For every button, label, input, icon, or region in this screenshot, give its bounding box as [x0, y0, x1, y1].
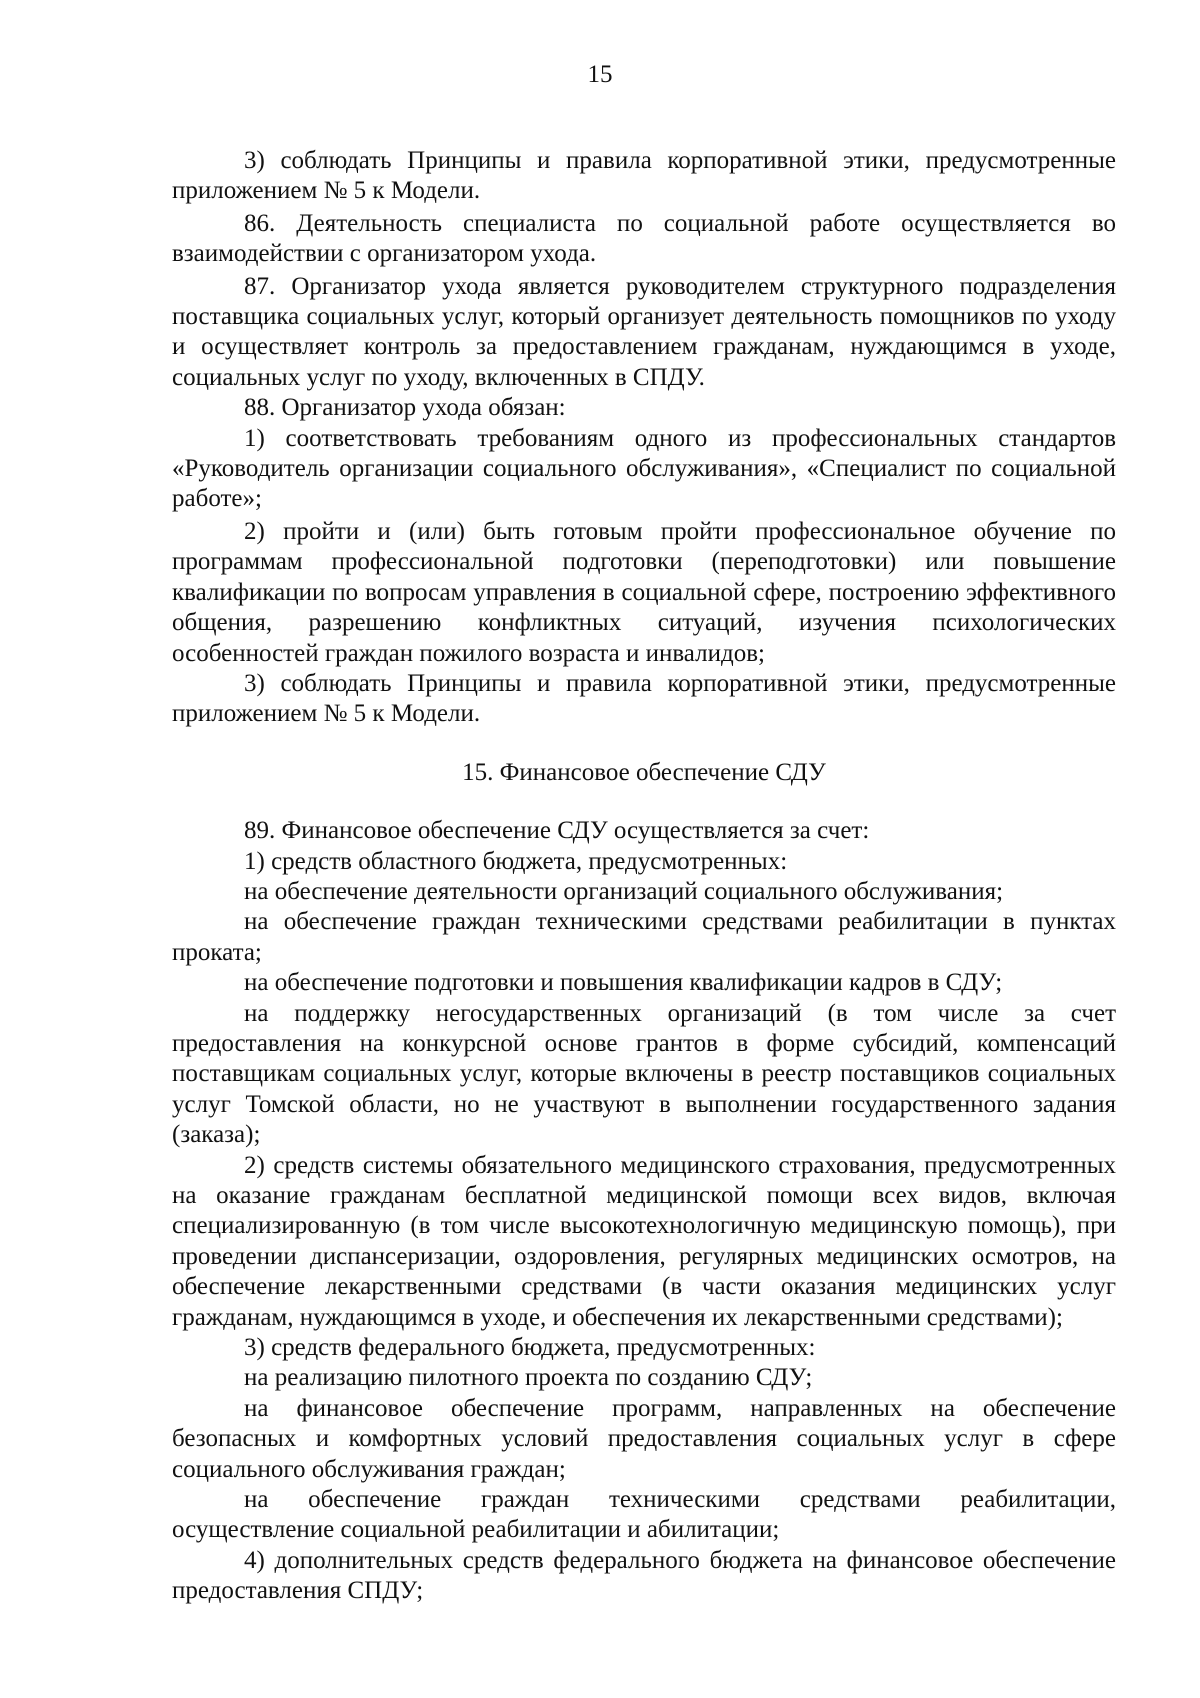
document-body: [172, 146, 1116, 1607]
paragraph: 1) соответствовать требованиям одного из профессиональных стандартов «Руководитель организации социального обслуживания», «Специалист по социальной работе»;: [172, 424, 1116, 513]
paragraph: 2) пройти и (или) быть готовым пройти профессиональное обучение по программам профессиональной подготовки (переподготовки) или повышение квалификации по вопросам управления в социальной сфере, построению эффективного общения, разрешению конфликтных ситуаций, изучения психологических особенностей граждан пожилого возраста и инвалидов;: [172, 517, 1116, 667]
paragraph: 1) средств областного бюджета, предусмотренных:: [244, 847, 788, 875]
section-heading: 15. Финансовое обеспечение СДУ: [462, 758, 826, 786]
paragraph: 88. Организатор ухода обязан:: [244, 394, 566, 422]
page-number: 15: [587, 61, 613, 88]
paragraph: 87. Организатор ухода является руководителем структурного подразделения поставщика социальных услуг, который организует деятельность помощников по уходу и осуществляет контроль за предоставлением гражданам, нуждающимся в уходе, социальных услуг по уходу, включенных в СПДУ.: [172, 272, 1116, 391]
paragraph: 86. Деятельность специалиста по социальной работе осуществляется во взаимодействии с организатором ухода.: [172, 209, 1116, 268]
paragraph: на финансовое обеспечение программ, направленных на обеспечение безопасных и комфортных условий предоставления социальных услуг в сфере социального обслуживания граждан;: [172, 1394, 1116, 1483]
paragraph: 2) средств системы обязательного медицинского страхования, предусмотренных на оказание гражданам бесплатной медицинской помощи всех видов, включая специализированную (в том числе высокотехнологичную медицинскую помощь), при проведении диспансеризации, оздоровления, регулярных медицинских осмотров, на обеспечение лекарственными средствами (в части оказания медицинских услуг гражданам, нуждающимся в уходе, и обеспечения их лекарственными средствами);: [172, 1151, 1116, 1331]
paragraph: 3) соблюдать Принципы и правила корпоративной этики, предусмотренные приложением № 5 к Модели.: [172, 147, 1116, 205]
paragraph: на поддержку негосударственных организаций (в том числе за счет предоставления на конкурсной основе грантов в форме субсидий, компенсаций поставщикам социальных услуг, которые включены в реестр поставщиков социальных услуг Томской области, но не участвуют в выполнении государственного задания (заказа);: [172, 999, 1116, 1149]
paragraph: на обеспечение граждан техническими средствами реабилитации, осуществление социальной реабилитации и абилитации;: [172, 1486, 1116, 1544]
paragraph: на реализацию пилотного проекта по созданию СДУ;: [244, 1364, 813, 1392]
paragraph: на обеспечение граждан техническими средствами реабилитации в пунктах проката;: [172, 908, 1116, 966]
paragraph: 3) соблюдать Принципы и правила корпоративной этики, предусмотренные приложением № 5 к Модели.: [172, 669, 1116, 728]
paragraph: на обеспечение деятельности организаций социального обслуживания;: [244, 877, 1004, 905]
paragraph: 3) средств федерального бюджета, предусмотренных:: [244, 1334, 816, 1362]
paragraph: на обеспечение подготовки и повышения квалификации кадров в СДУ;: [244, 969, 1003, 997]
paragraph: 89. Финансовое обеспечение СДУ осуществляется за счет:: [244, 817, 870, 845]
paragraph: 4) дополнительных средств федерального бюджета на финансовое обеспечение предоставления СПДУ;: [172, 1546, 1116, 1605]
